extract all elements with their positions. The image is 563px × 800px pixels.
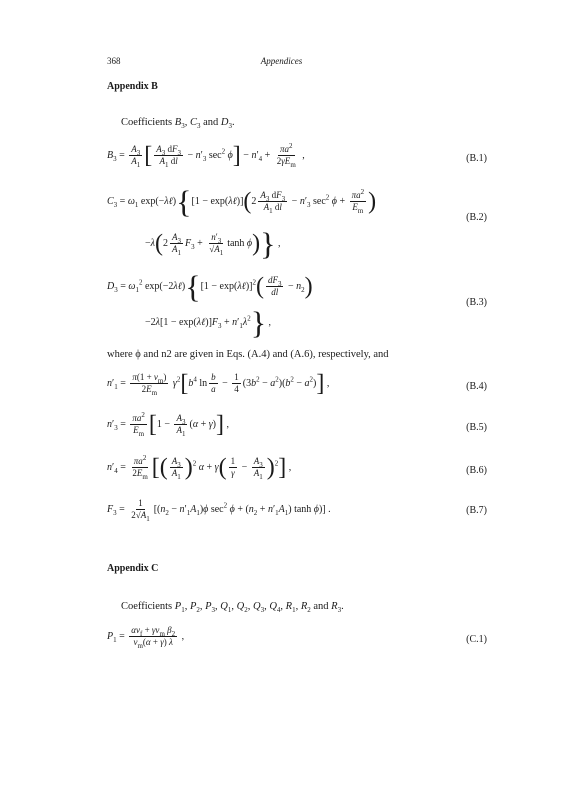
equation-number-b1: (B.1)	[466, 153, 487, 164]
equation-b5: $n'_3$ = $\frac{\pi a^2}{E_m}$ [1 − $\frac{A_3}{A_1}$ (α + γ)] ,	[107, 411, 230, 438]
equation-number-b5: (B.5)	[466, 422, 487, 433]
page-number: 368	[107, 56, 121, 66]
equation-b4: $n'_1$ = $\frac{\pi(1 + \nu_m)}{2E_m}$ $\gamma^2[b^4$ ln $\frac{b}{a}$ − $\frac{1}{4}$ $(3b^2 - a^2)(b^2 - a^2)$] ,	[107, 370, 330, 397]
equation-number-c1: (C.1)	[466, 634, 487, 645]
equation-b2-line2: −λ(2 $\frac{A_3}{A_1}$ $F_3$ + $\frac{n'_3}{√A_1}$ tanh ϕ)} ,	[145, 225, 281, 262]
appendix-c-intro: Coefficients $P_1$, $P_2$, $P_3$, $Q_1$, $Q_2$, $Q_3$, $Q_4$, $R_1$, $R_2$ and $R_3$.	[121, 601, 344, 615]
equation-b7: $F_3$ = $\frac{1}{2√A_1}$ [$(n_2 - n'_1A_1)\phi$ $\sec^2 \phi + (n_2 + n'_1A_1)$ tanh ϕ)] .	[107, 498, 331, 523]
equation-number-b6: (B.6)	[466, 465, 487, 476]
equation-number-b3: (B.3)	[466, 297, 487, 308]
equation-number-b7: (B.7)	[466, 505, 487, 516]
appendix-b-intro: Coefficients $B_3$, $C_3$ and $D_3$.	[121, 117, 235, 131]
equation-b6: $n'_4$ = $\frac{\pi a^2}{2E_m}$ [( $\frac{A_3}{A_1}$ )$^2$ α + γ( $\frac{1}{\gamma}$ − $\frac{A_3}{A_1}$ )$^2$] ,	[107, 454, 292, 481]
equation-b1: $B_3$ = $\frac{A_3}{A_1}$ [ $\frac{A_3 dF_3}{A_1 dl}$ − $n'_3$ $\sec^2 \phi] - n'_4$ + $\frac{\pi a^2}{2\gamma E_m}$ ,	[107, 142, 305, 169]
equation-b3-line1: $D_3 = \omega_1^2$ exp(−2λℓ){[1 − exp(λℓ)]$^2$( $\frac{dF_3}{dl}$ − $n_2$)	[107, 268, 313, 305]
appendix-b-heading: Appendix B	[107, 81, 158, 92]
equation-b2-line1: $C_3 = \omega_1$ exp(−λℓ){[1 − exp(λℓ)](2 $\frac{A_3 dF_3}{A_1 dl}$ − $n'_3$ $\sec^2 \phi$ + $\frac{\pi a^2}{E_m}$ )	[107, 183, 377, 220]
equation-b3-line2: $-2\lambda[1 - \exp(\lambda\ell)]F_3 + n'_1\lambda^2$} ,	[145, 304, 272, 341]
appendix-b-middle-text: where ϕ and n2 are given in Eqs. (A.4) and (A.6), respectively, and	[107, 349, 389, 360]
equation-number-b2: (B.2)	[466, 212, 487, 223]
equation-c1: $P_1$ = $\frac{\alpha\nu_f + \gamma\nu_m \beta_2}{\nu_m(\alpha + \gamma) \lambda}$ ,	[107, 625, 185, 650]
equation-number-b4: (B.4)	[466, 381, 487, 392]
running-head: Appendices	[260, 56, 303, 66]
appendix-c-heading: Appendix C	[107, 563, 159, 574]
